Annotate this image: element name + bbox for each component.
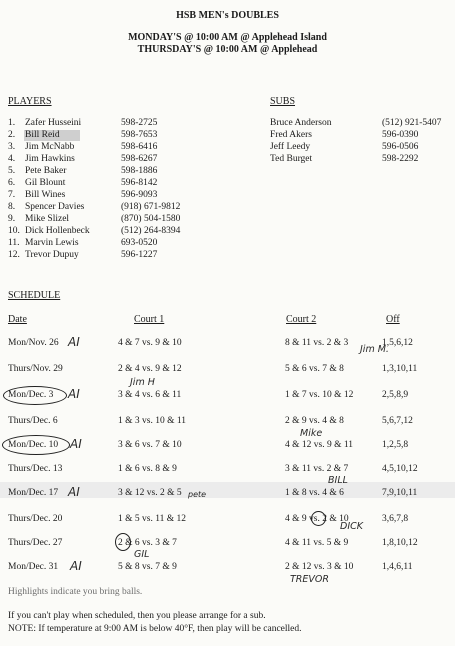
row-court2: 1 & 8 vs. 4 & 6 <box>285 488 344 498</box>
row-court2: 3 & 11 vs. 2 & 7 <box>285 464 349 474</box>
schedule-row <box>0 485 455 502</box>
player-row <box>8 130 268 142</box>
sub-instruction: If you can't play when scheduled, then you please arrange for a sub. <box>8 611 266 621</box>
player-phone: 598-6267 <box>121 154 158 164</box>
row-date-note: AI <box>68 485 80 499</box>
row-off: 1,5,6,12 <box>382 338 413 348</box>
schedule-heading: SCHEDULE <box>8 290 61 301</box>
player-name: Spencer Davies <box>25 202 85 212</box>
row-court2: 2 & 9 vs. 4 & 8 <box>285 416 344 426</box>
row-date-note: AI <box>68 335 80 349</box>
subs-heading: SUBS <box>270 96 296 107</box>
player-name: Bill Reid <box>25 130 60 140</box>
row-date: Mon/Nov. 26 <box>8 338 59 348</box>
row-date: Mon/Dec. 10 <box>8 440 59 450</box>
player-phone: 598-7653 <box>121 130 158 140</box>
row-court1: 1 & 6 vs. 8 & 9 <box>118 464 177 474</box>
player-name: Gil Blount <box>25 178 66 188</box>
players-heading: PLAYERS <box>8 96 52 107</box>
player-row <box>8 118 268 130</box>
row-off: 1,8,10,12 <box>382 538 418 548</box>
player-number: 8. <box>8 202 16 212</box>
row-off: 5,6,7,12 <box>382 416 413 426</box>
player-number: 9. <box>8 214 16 224</box>
player-number: 5. <box>8 166 16 176</box>
sub-row <box>270 154 455 166</box>
temperature-note: NOTE: If temperature at 9:00 AM is below 40°F, then play will be cancelled. <box>8 624 302 634</box>
player-number: 4. <box>8 154 16 164</box>
row-date-note: AI <box>68 387 80 401</box>
highlight-legend: Highlights indicate you bring balls. <box>8 587 143 597</box>
row-date: Thurs/Nov. 29 <box>8 364 63 374</box>
player-phone: 596-8142 <box>121 178 158 188</box>
row-date: Mon/Dec. 3 <box>8 390 54 400</box>
row-court1: 3 & 4 vs. 6 & 11 <box>118 390 182 400</box>
schedule-row <box>0 335 455 355</box>
player-phone: 598-6416 <box>121 142 158 152</box>
player-number: 11. <box>8 238 20 248</box>
schedule-line-thursday: THURSDAY'S @ 10:00 AM @ Applehead <box>137 44 318 55</box>
player-phone: 596-9093 <box>121 190 158 200</box>
player-phone: 596-1227 <box>121 250 158 260</box>
sub-phone: 596-0506 <box>382 142 419 152</box>
player-row <box>8 202 268 214</box>
player-row <box>8 214 268 226</box>
player-row <box>8 190 268 202</box>
player-phone: (870) 504-1580 <box>121 214 181 224</box>
row-court2: 4 & 12 vs. 9 & 11 <box>285 440 353 450</box>
column-header-court1: Court 1 <box>134 314 165 325</box>
sub-phone: 596-0390 <box>382 130 419 140</box>
row-off: 4,5,10,12 <box>382 464 418 474</box>
player-row <box>8 142 268 154</box>
row-court1: 5 & 8 vs. 7 & 9 <box>118 562 177 572</box>
row-court1: 2 & 4 vs. 9 & 12 <box>118 364 182 374</box>
row-off: 1,3,10,11 <box>382 364 418 374</box>
player-number: 7. <box>8 190 16 200</box>
schedule-row <box>0 387 455 404</box>
player-name: Pete Baker <box>25 166 67 176</box>
row-date: Mon/Dec. 31 <box>8 562 59 572</box>
row-court2-note: TREVOR <box>290 574 329 585</box>
row-court1: 4 & 7 vs. 9 & 10 <box>118 338 182 348</box>
schedule-row <box>0 416 455 439</box>
circle-mark-dec3 <box>3 386 67 405</box>
player-row <box>8 166 268 178</box>
player-row <box>8 178 268 190</box>
sub-row <box>270 118 455 130</box>
row-court2-note: Jim M. <box>360 344 389 355</box>
schedule-row <box>0 559 455 585</box>
row-court1: 1 & 3 vs. 10 & 11 <box>118 416 186 426</box>
circle-mark-gil <box>115 533 131 551</box>
row-date: Thurs/Dec. 6 <box>8 416 58 426</box>
row-court2: 2 & 12 vs. 3 & 10 <box>285 562 354 572</box>
player-phone: (512) 264-8394 <box>121 226 181 236</box>
player-name: Jim Hawkins <box>25 154 75 164</box>
row-date: Thurs/Dec. 13 <box>8 464 63 474</box>
player-row <box>8 226 268 238</box>
row-court2: 1 & 7 vs. 10 & 12 <box>285 390 354 400</box>
column-header-court2: Court 2 <box>286 314 317 325</box>
player-phone: 598-1886 <box>121 166 158 176</box>
player-name: Marvin Lewis <box>25 238 79 248</box>
player-name: Dick Hollenbeck <box>25 226 90 236</box>
schedule-line-monday: MONDAY'S @ 10:00 AM @ Applehead Island <box>128 32 327 43</box>
row-off: 2,5,8,9 <box>382 390 409 400</box>
player-number: 1. <box>8 118 16 128</box>
circle-mark-dec10 <box>2 435 70 455</box>
player-row <box>8 238 268 250</box>
row-court1: 1 & 5 vs. 11 & 12 <box>118 514 186 524</box>
player-name: Jim McNabb <box>25 142 75 152</box>
row-off: 1,2,5,8 <box>382 440 409 450</box>
sub-name: Fred Akers <box>270 130 312 140</box>
circle-mark-dick <box>311 511 326 526</box>
row-court1: 3 & 12 vs. 2 & 5 <box>118 488 182 498</box>
row-off: 3,6,7,8 <box>382 514 409 524</box>
sub-name: Bruce Anderson <box>270 118 332 128</box>
sub-row <box>270 142 455 154</box>
row-date: Thurs/Dec. 27 <box>8 538 63 548</box>
player-phone: 693-0520 <box>121 238 158 248</box>
player-number: 10. <box>8 226 20 236</box>
column-header-date: Date <box>8 314 27 325</box>
row-court1-note: Jim H <box>130 377 155 388</box>
player-name: Bill Wines <box>25 190 66 200</box>
row-court2: 4 & 9 vs. 2 & 10 <box>285 514 349 524</box>
row-court2: 8 & 11 vs. 2 & 3 <box>285 338 349 348</box>
row-court2: 5 & 6 vs. 7 & 8 <box>285 364 344 374</box>
sub-phone: 598-2292 <box>382 154 419 164</box>
sub-phone: (512) 921-5407 <box>382 118 442 128</box>
row-date: Mon/Dec. 17 <box>8 488 59 498</box>
sub-name: Ted Burget <box>270 154 313 164</box>
column-header-off: Off <box>386 314 400 325</box>
player-phone: 598-2725 <box>121 118 158 128</box>
player-number: 12. <box>8 250 20 260</box>
row-court2-note: Mike <box>300 428 323 439</box>
row-court1-note: pete <box>188 490 207 499</box>
schedule-row <box>0 514 455 532</box>
row-court2: 4 & 11 vs. 5 & 9 <box>285 538 349 548</box>
player-number: 3. <box>8 142 16 152</box>
schedule-row <box>0 464 455 486</box>
row-date-note: AI <box>70 559 82 573</box>
row-off: 1,4,6,11 <box>382 562 413 572</box>
player-row <box>8 250 268 262</box>
player-row <box>8 154 268 166</box>
row-off: 7,9,10,11 <box>382 488 418 498</box>
document-title: HSB MEN's DOUBLES <box>176 10 279 21</box>
row-court1: 2 & 6 vs. 3 & 7 <box>118 538 177 548</box>
player-number: 6. <box>8 178 16 188</box>
player-number: 2. <box>8 130 16 140</box>
row-court2-note: BILL <box>328 475 348 486</box>
schedule-row <box>0 364 455 388</box>
sub-row <box>270 130 455 142</box>
row-court1-note: GIL <box>134 549 150 560</box>
player-name: Trevor Dupuy <box>25 250 79 260</box>
player-name: Zafer Husseini <box>25 118 82 128</box>
player-phone: (918) 671-9812 <box>121 202 181 212</box>
row-court2-note: DICK <box>340 521 363 532</box>
sub-name: Jeff Leedy <box>270 142 311 152</box>
row-date-note: AI <box>70 437 82 451</box>
row-court1: 3 & 6 vs. 7 & 10 <box>118 440 182 450</box>
player-name: Mike Slizel <box>25 214 70 224</box>
schedule-row <box>0 538 455 560</box>
row-date: Thurs/Dec. 20 <box>8 514 63 524</box>
